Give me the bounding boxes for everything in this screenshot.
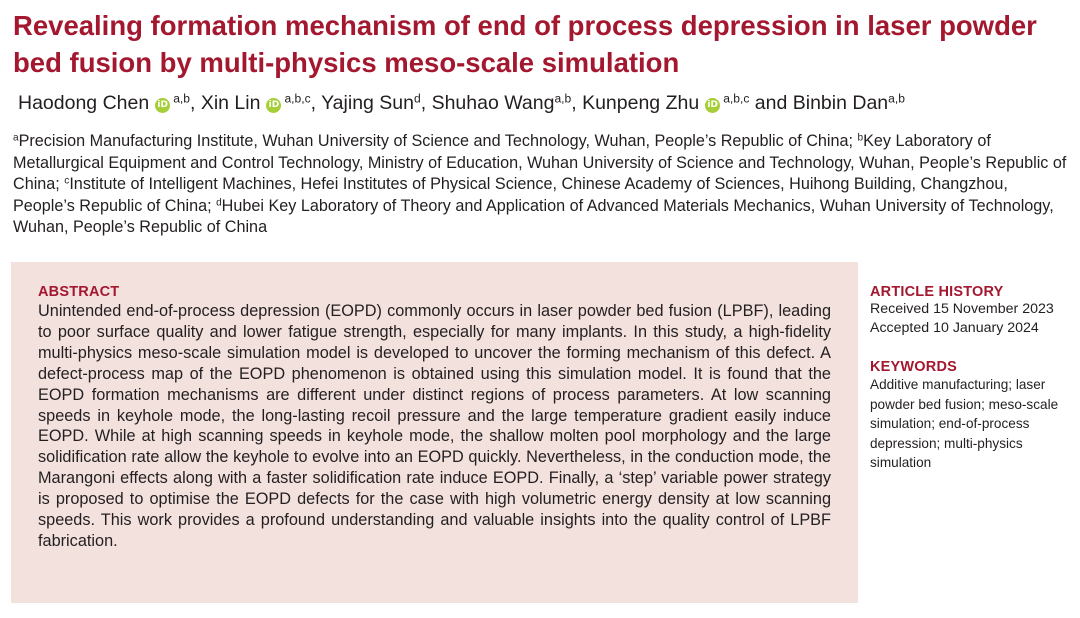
author-affiliation-sup: a,b,c	[723, 91, 750, 106]
author-separator: and	[749, 92, 793, 114]
affiliation-marker: d	[216, 196, 222, 208]
author-affiliation-sup: a,b	[173, 91, 190, 106]
author-affiliation-sup: a,b	[554, 91, 572, 106]
author-name[interactable]: Binbin Dan	[792, 92, 889, 114]
author-separator: ,	[571, 92, 583, 114]
keywords-section	[870, 359, 1075, 473]
orcid-icon[interactable]: iD	[266, 98, 281, 113]
article-history-heading: ARTICLE HISTORY	[870, 284, 1004, 300]
author-name[interactable]: Kunpeng Zhu	[582, 92, 700, 114]
author-affiliation-sup: a,b	[888, 91, 905, 106]
keywords-list: Additive manufacturing; laser powder bed fusion; meso-scale simulation; end-of-process depression; multi-physics simulation	[870, 377, 1059, 470]
accepted-date: Accepted 10 January 2024	[870, 320, 1039, 336]
author-entry[interactable]	[582, 92, 749, 114]
author-name[interactable]: Shuhao Wang	[431, 92, 555, 114]
author-affiliation-sup: d	[414, 91, 421, 106]
author-entry[interactable]	[432, 92, 572, 114]
received-date: Received 15 November 2023	[870, 301, 1054, 317]
author-name[interactable]: Xin Lin	[200, 92, 261, 114]
affiliation-text: Hubei Key Laboratory of Theory and Application of Advanced Materials Mechanics, Wuhan University of Technology, Wuhan, People’s Republic of China	[13, 196, 1054, 236]
affiliation-marker: c	[64, 175, 70, 187]
abstract-body: Unintended end-of-process depression (EOPD) commonly occurs in laser powder bed fusion (LPBF), leading to poor surface quality and lower fatigue strength, especially for many implants. In this study, a high-fidelity multi-physics meso-scale simulation model is developed to uncover the forming mechanism of this defect. A defect-process map of the EOPD phenomenon is obtained using this simulation model. It is found that the EOPD formation mechanisms are different under distinct regions of process parameters. At low scanning speeds in keyhole mode, the long-lasting recoil pressure and the large temperature gradient easily induce EOPD. While at high scanning speeds in keyhole mode, the shallow molten pool morphology and the large solidification rate allow the keyhole to evolve into an EOPD quickly. Nevertheless, in the conduction mode, the Marangoni effects along with a faster solidification rate induce EOPD. Finally, a ‘step’ variable power strategy is proposed to optimise the EOPD defects for the case with high volumetric energy density at low scanning speeds. This work provides a profound understanding and valuable insights into the quality control of LPBF fabrication.	[38, 302, 831, 550]
author-entry[interactable]	[18, 92, 190, 114]
affiliation-text: Precision Manufacturing Institute, Wuhan University of Science and Technology, Wuhan, People’s Republic of China;	[18, 132, 858, 150]
affiliation-marker: a	[13, 132, 19, 144]
keywords-heading: KEYWORDS	[870, 359, 957, 375]
author-entry[interactable]	[201, 92, 311, 114]
author-affiliation-sup: a,b,c	[284, 91, 311, 106]
author-separator: ,	[189, 92, 201, 114]
article-history	[870, 284, 1075, 338]
author-entry[interactable]	[321, 92, 421, 114]
affiliation-a	[13, 132, 858, 150]
affiliation-text: Institute of Intelligent Machines, Hefei Institutes of Physical Science, Chinese Academy of Sciences, Huihong Building, Changzhou, People’s Republic of China;	[13, 175, 1008, 215]
article-title: Revealing formation mechanism of end of process depression in laser powder bed fusion by multi-physics meso-scale simulation	[13, 10, 1037, 78]
author-name[interactable]: Haodong Chen	[18, 92, 150, 114]
author-separator: ,	[420, 92, 432, 114]
author-separator: ,	[310, 92, 322, 114]
author-name[interactable]: Yajing Sun	[321, 92, 414, 114]
author-entry[interactable]	[793, 92, 905, 114]
abstract-heading: ABSTRACT	[38, 284, 120, 300]
author-list	[18, 89, 1073, 117]
affiliation-text: Key Laboratory of Metallurgical Equipment and Control Technology, Ministry of Education, Wuhan University of Science and Technology, Wuhan, People’s Republic of China;	[13, 132, 1067, 193]
affiliation-marker: b	[857, 132, 864, 144]
orcid-icon[interactable]: iD	[155, 98, 170, 113]
orcid-icon[interactable]: iD	[705, 98, 720, 113]
affiliations	[13, 131, 1071, 239]
